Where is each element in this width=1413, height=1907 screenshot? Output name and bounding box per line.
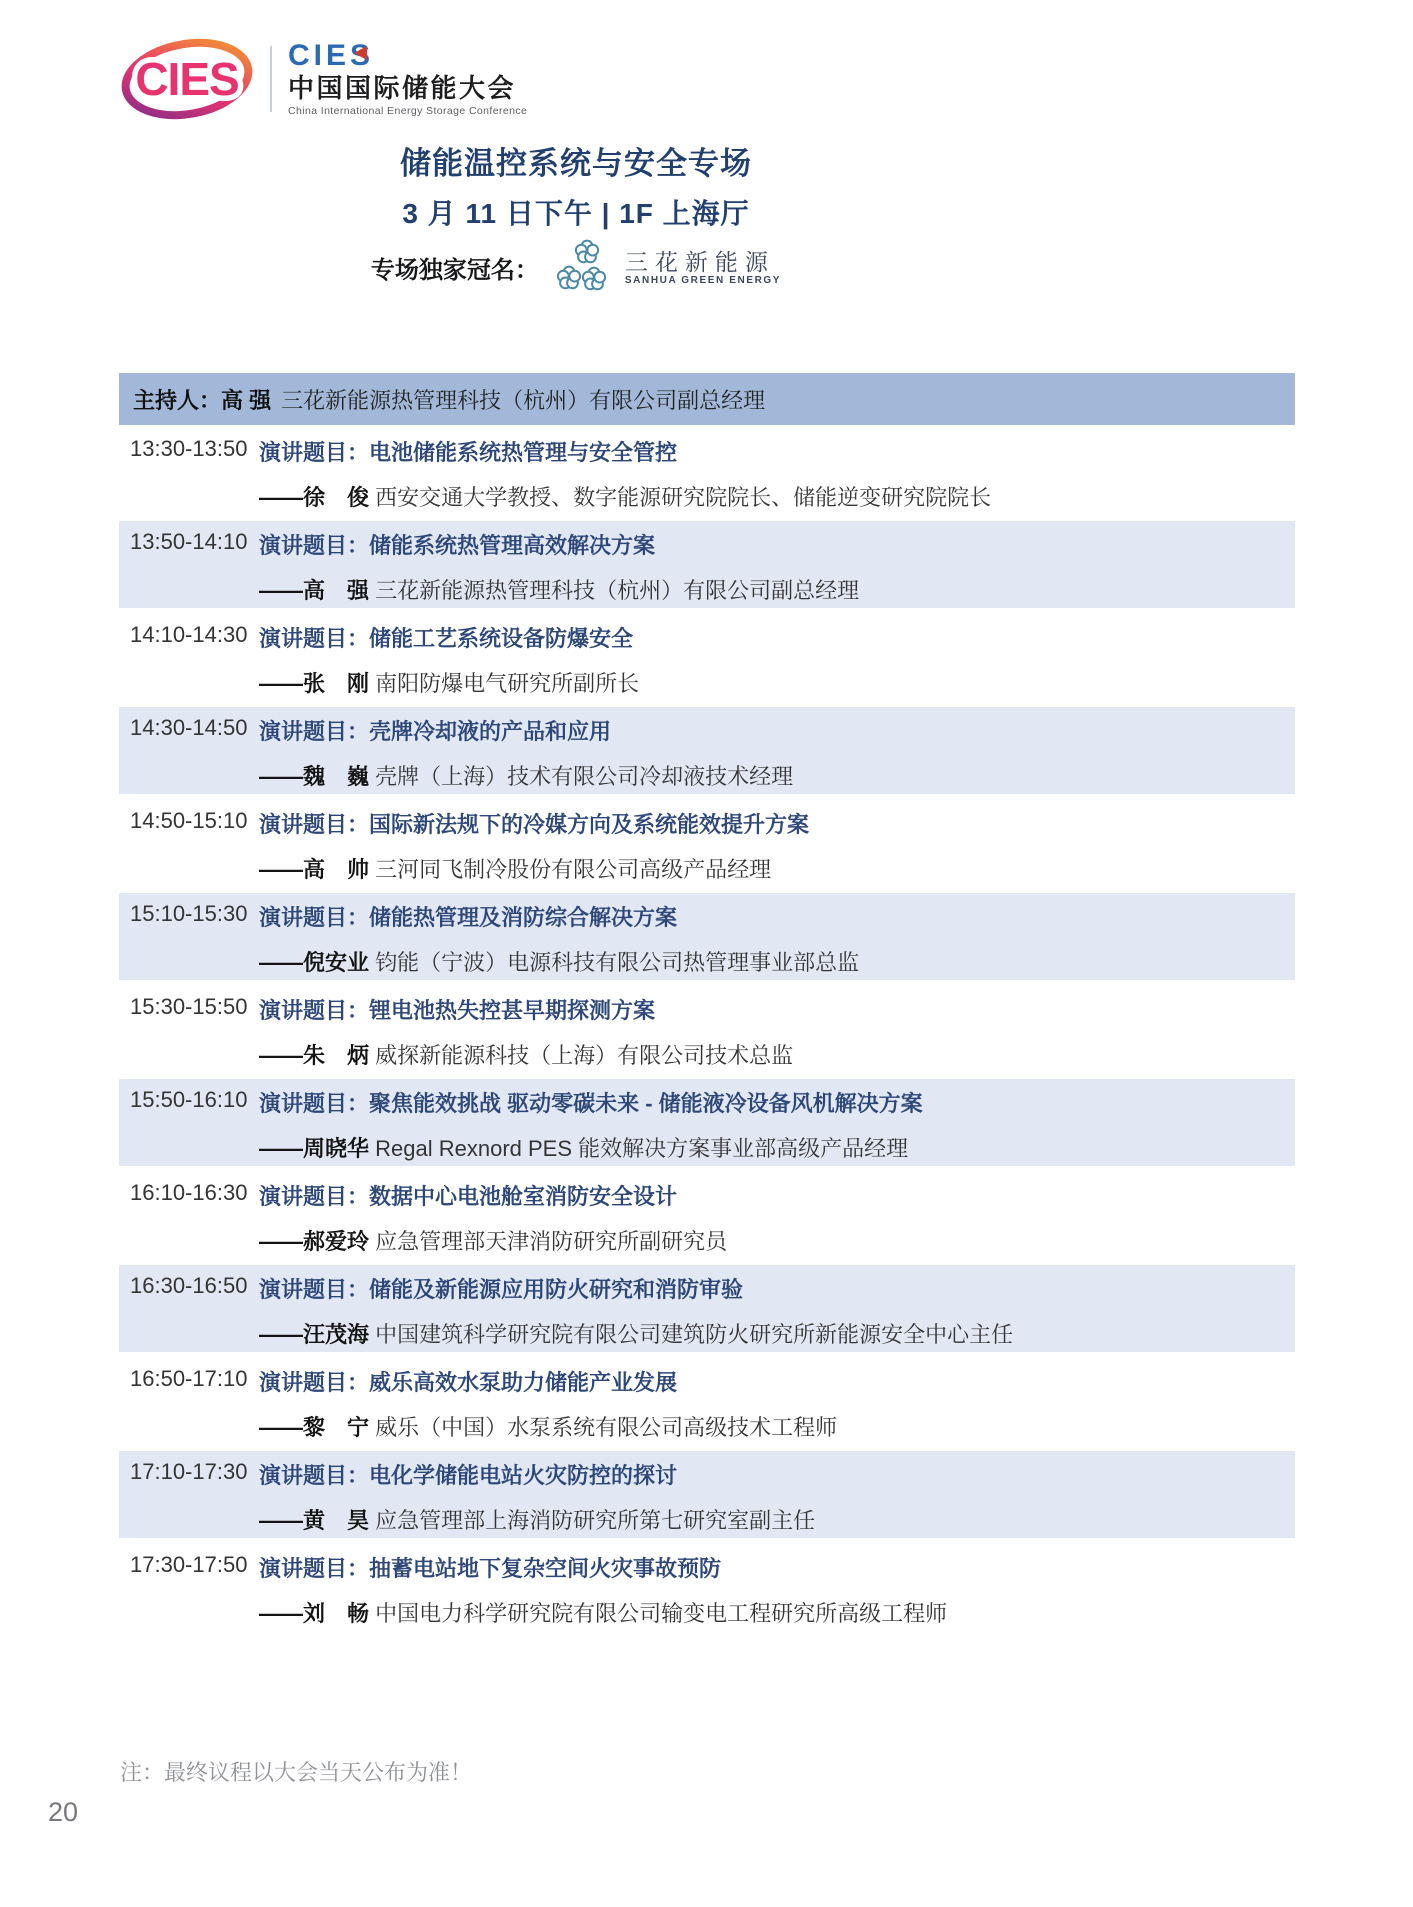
session-time: 14:30-14:50 (130, 715, 248, 740)
session-speaker: ——高 强 三花新能源热管理科技（杭州）有限公司副总经理 (259, 578, 860, 603)
session-time: 13:30-13:50 (130, 436, 248, 461)
session-topic: 演讲题目：国际新法规下的冷媒方向及系统能效提升方案 (259, 812, 810, 837)
page-number: 20 (48, 1797, 79, 1827)
cies-blue-text (288, 41, 527, 71)
session-topic: 演讲题目：锂电池热失控甚早期探测方案 (259, 998, 656, 1023)
footer-note: 注：最终议程以大会当天公布为准！ (120, 1760, 473, 1785)
session-topic: 演讲题目：电化学储能电站火灾防控的探讨 (259, 1463, 678, 1488)
session-row (119, 1355, 1295, 1448)
session-row (119, 704, 1295, 797)
session-topic: 演讲题目：储能工艺系统设备防爆安全 (259, 626, 634, 651)
session-speaker: ——倪安业 钧能（宁波）电源科技有限公司热管理事业部总监 (259, 950, 860, 975)
sponsor-subtitle: SANHUA GREEN ENERGY (624, 274, 782, 286)
session-topic: 演讲题目：储能及新能源应用防火研究和消防审验 (259, 1277, 744, 1302)
session-row (119, 425, 1295, 518)
session-topic: 演讲题目：聚焦能效挑战 驱动零碳未来 - 储能液冷设备风机解决方案 (259, 1091, 923, 1116)
session-row (119, 1262, 1295, 1355)
cies-english-name: China International Energy Storage Conference (288, 105, 528, 117)
session-time: 17:10-17:30 (130, 1459, 248, 1484)
session-time: 15:30-15:50 (130, 994, 248, 1019)
session-row (119, 518, 1295, 611)
logo-divider (270, 46, 272, 112)
session-speaker: ——刘 畅 中国电力科学研究院有限公司输变电工程研究所高级工程师 (259, 1601, 948, 1626)
session-topic: 演讲题目：数据中心电池舱室消防安全设计 (259, 1184, 678, 1209)
session-row (119, 1448, 1295, 1541)
cies-wordmark (288, 41, 527, 117)
cies-acronym: CIES (288, 39, 375, 72)
session-speaker: ——高 帅 三河同飞制冷股份有限公司高级产品经理 (259, 857, 772, 882)
session-row (119, 611, 1295, 704)
sponsor-name-block (625, 249, 781, 286)
session-topic: 演讲题目：壳牌冷却液的产品和应用 (259, 719, 612, 744)
session-speaker: ——周晓华 Regal Rexnord PES 能效解决方案事业部高级产品经理 (259, 1136, 909, 1161)
session-topic: 演讲题目：储能系统热管理高效解决方案 (259, 533, 656, 558)
agenda-table (119, 373, 1295, 1634)
session-row (119, 797, 1295, 890)
svg-text:CIES: CIES (135, 53, 239, 105)
session-time: 16:30-16:50 (130, 1273, 248, 1298)
session-topic: 演讲题目：抽蓄电站地下复杂空间火灾事故预防 (259, 1556, 722, 1581)
session-topic: 演讲题目：储能热管理及消防综合解决方案 (259, 905, 678, 930)
session-speaker: ——朱 炳 威探新能源科技（上海）有限公司技术总监 (259, 1043, 794, 1068)
session-row (119, 983, 1295, 1076)
session-time: 14:50-15:10 (130, 808, 248, 833)
session-time: 16:10-16:30 (130, 1180, 248, 1205)
session-time: 15:10-15:30 (130, 901, 248, 926)
sanhua-blossom-logo-icon (553, 238, 611, 296)
session-row (119, 1076, 1295, 1169)
cies-chinese-name: 中国国际储能大会 (288, 73, 517, 103)
session-row (119, 890, 1295, 983)
session-speaker: ——汪茂海 中国建筑科学研究院有限公司建筑防火研究所新能源安全中心主任 (259, 1322, 1014, 1347)
session-speaker: ——张 刚 南阳防爆电气研究所副所长 (259, 671, 640, 696)
session-topic: 演讲题目：威乐高效水泵助力储能产业发展 (259, 1370, 678, 1395)
session-topic: 演讲题目：电池储能系统热管理与安全管控 (259, 440, 678, 465)
page-title: 储能温控系统与安全专场 (400, 146, 752, 181)
sponsor-label: 专场独家冠名： (370, 256, 539, 284)
session-speaker: ——黎 宁 威乐（中国）水泵系统有限公司高级技术工程师 (259, 1415, 838, 1440)
session-row (119, 1541, 1295, 1634)
session-speaker: ——徐 俊 西安交通大学教授、数字能源研究院院长、储能逆变研究院院长 (259, 485, 992, 510)
host-name: 主持人：高 强 (133, 387, 272, 413)
sponsor-row (0, 238, 1152, 296)
session-time: 15:50-16:10 (130, 1087, 248, 1112)
session-speaker: ——魏 巍 壳牌（上海）技术有限公司冷却液技术经理 (259, 764, 794, 789)
session-datetime: 3 月 11 日下午 | 1F 上海厅 (402, 198, 750, 229)
host-title: 三花新能源热管理科技（杭州）有限公司副总经理 (281, 387, 766, 413)
session-time: 16:50-17:10 (130, 1366, 248, 1391)
session-time: 14:10-14:30 (130, 622, 248, 647)
host-row (119, 373, 1295, 425)
session-time: 17:30-17:50 (130, 1552, 248, 1577)
logo-row (112, 38, 527, 120)
red-arrow-icon (354, 46, 367, 60)
session-time: 13:50-14:10 (130, 529, 248, 554)
session-speaker: ——黄 昊 应急管理部上海消防研究所第七研究室副主任 (259, 1508, 816, 1533)
cies-swirl-logo-icon (112, 38, 262, 120)
session-row (119, 1169, 1295, 1262)
session-speaker: ——郝爱玲 应急管理部天津消防研究所副研究员 (259, 1229, 728, 1254)
sponsor-name: 三花新能源 (624, 248, 775, 275)
